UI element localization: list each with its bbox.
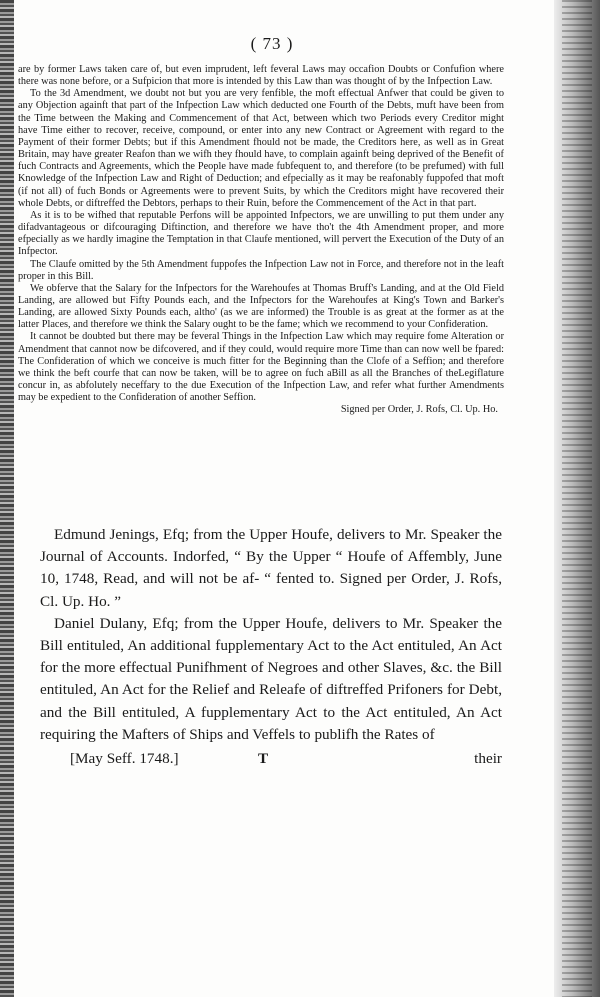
signature-mark: T — [258, 750, 269, 768]
paragraph: To the 3d Amendment, we doubt not but you are very fenfible, the moft effectual Anfwer that could be given to any Objection againft that part of the Infpection Law which deducted one Fourth of the Debts, muft have been from the Time between the Making and Commencement of that Act, between which two Periods every Creditor might have Time either to recover, receive, compound, or enter into any new Contract or Agreement with regard to the Payment of their former Debts; but if this Amendment fhould not be made, the Creditors here, as well as in Great Britain, may have greater Reafon than we wifh they fhould have, to complain againft being deprived of the Benefit of fuch Contracts and Agreements, which the People have made fubfequent to, and therefore (to be prefumed) with full Knowledge of the Infpection Law and Right of Deduction; and efpecially as it may be reafonably fuppofed that moft (if not all) of fuch Bonds or Agreements were to prevent Suits, by which the Creditors might have recovered their whole Debts, or diftreffed the Debtors, perhaps to their Ruin, before the Commencement of the Act in that part. — [18, 88, 504, 209]
catchword: their — [474, 750, 502, 768]
journal-entries — [40, 524, 502, 770]
page-fore-edge — [554, 0, 600, 997]
page-number: ( 73 ) — [250, 34, 294, 53]
paragraph: are by former Laws taken care of, but even imprudent, left feveral Laws may occafion Doubts or Confufion where there was none before, or a Sufpicion that more is intended by this Law than was thought of by the Infpection Law. — [18, 64, 504, 88]
page-binding-edge — [0, 0, 14, 997]
message-signature: Signed per Order, J. Rofs, Cl. Up. Ho. — [340, 404, 498, 416]
entry-dulany: Daniel Dulany, Efq; from the Upper Houfe, delivers to Mr. Speaker the Bill entituled, An additional fupplementary Act to the Act entituled, An Act for the more effectual Punifhment of Negroes and other Slaves, &c. the Bill entituled, An Act for the Relief and Releafe of diftreffed Prifoners for Debt, and the Bill entituled, A fupplementary Act to the Act entituled, An Act requiring the Mafters of Ships and Veffels to publifh the Rates of — [40, 614, 502, 743]
upper-house-message — [18, 64, 504, 417]
page-footer — [40, 748, 502, 770]
paragraph: The Claufe omitted by the 5th Amendment fuppofes the Infpection Law not in Force, and therefore not in the leaft proper in this Bill. — [18, 258, 504, 282]
paragraph: We obferve that the Salary for the Infpectors for the Warehoufes at Thomas Bruff's Landing, and at the Old Field Landing, are allowed but Fifty Pounds each, and the Infpectors for the Warehoufes at King's Town and Barker's Landing, are allowed Sixty Pounds each, altho' (as we are informed) the Trouble is as great at the former as at the latter Places, and therefore we think the Salary ought to be the fame; which we recommend to your Confideration. — [18, 282, 504, 331]
paragraph: As it is to be wifhed that reputable Perfons will be appointed Infpectors, we are unwilling to put them under any difadvantageous or difcouraging Diftinction, and therefore we have tho't the 4th Amendment proper, and more efpecially as we hardly imagine the Temptation in that Claufe mentioned, will pervert the Execution of the Duty of an Infpector. — [18, 209, 504, 258]
paragraph: It cannot be doubted but there may be feveral Things in the Infpection Law which may require fome Alteration or Amendment that cannot now be difcovered, and if they could, would require more Time than can now well be fpared: The Confideration of which we conceive is much fitter for the Beginning than the Clofe of a Seffion; and therefore we think the beft courfe that can now be taken, will be to agree on fuch aBill as all the Branches of theLegiflature concur in, as abfolutely neceffary to the due Execution of the Infpection Law, and refer what further Amendments may be expedient to the Confideration of another Seffion. — [18, 331, 504, 404]
session-label: [May Seff. 1748.] — [70, 750, 179, 768]
entry-jenings: Edmund Jenings, Efq; from the Upper Houfe, delivers to Mr. Speaker the Journal of Accounts. Indorfed, “ By the Upper “ Houfe of Affembly, June 10, 1748, Read, and will not be af- “ fented to. Signed per Order, J. Rofs, Cl. Up. Ho. ” — [40, 526, 502, 610]
